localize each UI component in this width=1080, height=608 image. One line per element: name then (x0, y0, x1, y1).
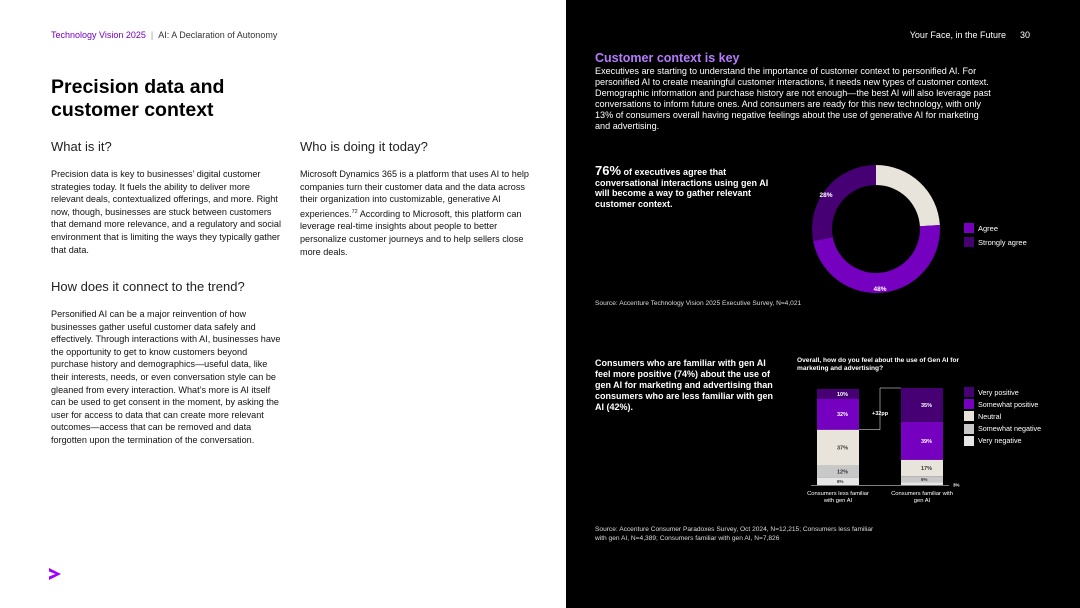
page-title: Precision data and customer context (51, 76, 225, 121)
bar-value-label: 10% (837, 391, 849, 398)
bar-value-label: 32% (837, 412, 849, 419)
donut-chart (806, 164, 946, 294)
bar-value-label: 3% (953, 482, 960, 488)
legend-swatch (964, 387, 974, 397)
legend-swatch (964, 424, 974, 434)
legend-label: Somewhat positive (978, 399, 1039, 409)
bar-value-label: 17% (921, 466, 933, 473)
donut-value-label: 28% (819, 192, 833, 199)
context-heading: Customer context is key (595, 51, 740, 65)
stat-value: 76% (595, 163, 622, 178)
what-heading: What is it? (51, 139, 112, 154)
chapter-title: Your Face, in the Future (909, 30, 1006, 40)
bar-value-label: 37% (837, 445, 849, 452)
legend-swatch (964, 223, 974, 233)
bar-segment-very-negative (901, 482, 943, 485)
consumer-stat: Consumers who are familiar with gen AI feel more positive (74%) about the use of gen AI for marketing and advertising than consumers who are less familiar with gen AI (42%). (595, 358, 774, 412)
bar-value-label: 39% (921, 438, 933, 445)
legend-swatch (964, 237, 974, 247)
donut-slice-strongly-agree (812, 165, 876, 241)
page-number: 30 (1019, 30, 1030, 40)
legend-label: Very positive (978, 387, 1019, 397)
what-body: Precision data is key to businesses’ digital customer strategies today. It fuels the ability to deliver more relevant deals, contextualized offerings, and more. Right now, though, businesses are stuck between customers that demand more relevance, and a regulatory and social environment that is limiting the ways they typically gather that data. (51, 169, 282, 255)
footnote-ref[interactable]: 72 (351, 208, 358, 215)
connect-heading: How does it connect to the trend? (51, 279, 245, 294)
brand-logo (47, 566, 63, 587)
bar-chart-title: Overall, how do you feel about the use of Gen AI for marketing and advertising? (797, 357, 960, 372)
donut-value-label: 48% (873, 286, 887, 293)
stacked-bar-chart (791, 380, 961, 520)
legend-label: Agree (978, 223, 999, 233)
bar-legend (964, 386, 1041, 447)
legend-label: Neutral (978, 411, 1002, 421)
category-label: Consumers less familiar with gen AI (807, 491, 869, 504)
connect-body: Personified AI can be a major reinvention of how businesses gather useful customer data safely and effectively. Through interactions with AI, businesses have the opportunity to get to know customers beyond purchase history and demographics—useful data, like their interests, needs, or even conversation style can be gleaned from every interaction. What’s more is AI itself can be used to get consent in the moment, by asking the user for access to data that can create more relevant outcomes—access that can be removed and data forgotten upon the termination of the conversation. (51, 309, 281, 445)
context-body: Executives are starting to understand the importance of customer context to personified AI. For personified AI to create meaningful customer interactions, it needs new types of customer context. Demographic information and purchase history are not enough—the best AI will also leverage past conversations to inform future ones. And consumers are ready for this new technology, with only 13% of consumers overall having negative feelings about the use of generative AI for marketing and advertising. (595, 66, 991, 131)
executive-stat (595, 163, 775, 209)
legend-item (964, 386, 1041, 398)
bar-value-label: 6% (921, 477, 928, 483)
breadcrumb (51, 30, 277, 40)
legend-item (964, 221, 1027, 235)
legend-swatch (964, 436, 974, 446)
who-body (300, 168, 536, 258)
donut-slice-remainder (876, 165, 940, 226)
bar-value-label: 35% (921, 402, 933, 409)
difference-connector (859, 388, 901, 430)
greater-than-logo-icon (47, 566, 63, 582)
source-note-consumers: Source: Accenture Consumer Paradoxes Survey, Oct 2024, N=12,215; Consumers less familiar with gen AI, N=4,389; Consumers familiar with gen AI, N=7,826 (595, 526, 874, 542)
bar-value-label: 8% (837, 479, 844, 485)
legend-item (964, 423, 1041, 435)
legend-label: Strongly agree (978, 237, 1027, 247)
who-heading: Who is doing it today? (300, 139, 428, 154)
donut-legend (964, 221, 1027, 249)
page-meta (910, 30, 1030, 40)
who-body-end: According to Microsoft, this platform can leverage real-time insights about people to better personalize customer journeys and to help sellers close more deals. (300, 208, 524, 257)
legend-swatch (964, 411, 974, 421)
legend-item (964, 398, 1041, 410)
breadcrumb-separator: | (150, 30, 154, 40)
bar-value-label: 12% (837, 469, 849, 476)
legend-item (964, 235, 1027, 249)
legend-label: Very negative (978, 436, 1022, 446)
legend-item (964, 435, 1041, 447)
section-title[interactable]: AI: A Declaration of Autonomy (158, 30, 278, 40)
difference-annotation: +32pp (872, 410, 889, 417)
legend-item (964, 410, 1041, 422)
legend-swatch (964, 399, 974, 409)
who-body-text: Microsoft Dynamics 365 is a platform that uses AI to help companies turn their customer data and the data across their organization into customizable, generative AI experiences. (300, 169, 529, 219)
right-panel (566, 0, 1080, 608)
source-note-executives: Source: Accenture Technology Vision 2025 Executive Survey, N=4,021 (595, 300, 802, 307)
category-label: Consumers familiar with gen AI (891, 491, 953, 504)
report-title[interactable]: Technology Vision 2025 (51, 30, 146, 40)
stat-description: of executives agree that conversational interactions using gen AI will become a way to gather relevant customer context. (595, 167, 769, 209)
legend-label: Somewhat negative (978, 424, 1042, 434)
